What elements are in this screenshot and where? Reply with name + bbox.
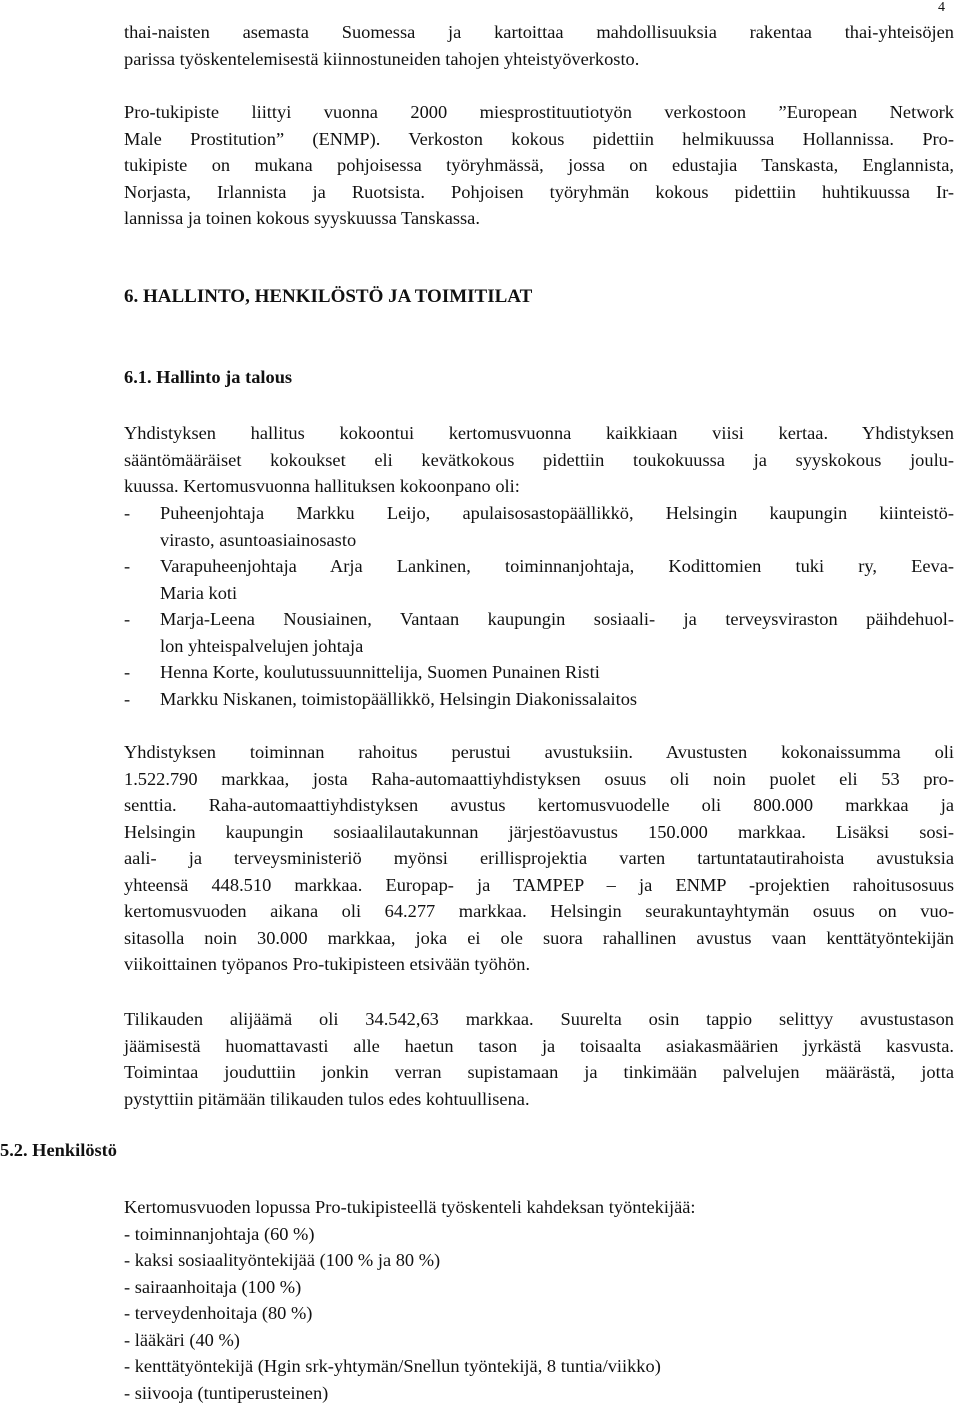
board-member-list [124,500,954,712]
text-line: yhteensä 448.510 markkaa. Europap- ja TAMPEP – ja ENMP -projektien rahoitusosuus [124,872,954,899]
text-line: pystyttiin pitämään tilikauden tulos edes kohtuullisena. [124,1086,954,1113]
text-line: Varapuheenjohtaja Arja Lankinen, toiminnanjohtaja, Kodittomien tuki ry, Eeva- [160,553,954,580]
text-line: Pro-tukipiste liittyi vuonna 2000 miesprostituutiotyön verkostoon ”European Network [124,99,954,126]
text-line: Puheenjohtaja Markku Leijo, apulaisosastopäällikkö, Helsingin kaupungin kiinteistö- [160,500,954,527]
text-line: aali- ja terveysministeriö myönsi erillisprojektia varten tartuntatautirahoista avustuksia [124,845,954,872]
list-dash: - [124,553,130,580]
text-line: kuussa. Kertomusvuonna hallituksen kokoonpano oli: [124,473,954,500]
text-line: viikoittainen työpanos Pro-tukipisteen etsivään työhön. [124,951,954,978]
staff-item: - kaksi sosiaalityöntekijää (100 % ja 80 %) [124,1247,954,1274]
list-dash: - [124,686,130,713]
text-line: sitasolla noin 30.000 markkaa, joka ei ole suora rahallinen avustus vaan kenttätyöntekijän [124,925,954,952]
list-item [124,553,954,606]
text-line: thai-naisten asemasta Suomessa ja kartoittaa mahdollisuuksia rakentaa thai-yhteisöjen [124,19,954,46]
list-dash: - [124,500,130,527]
text-line: lannissa ja toinen kokous syyskuussa Tanskassa. [124,205,954,232]
text-line: Tilikauden alijäämä oli 34.542,63 markkaa. Suurelta osin tappio selittyy avustustason [124,1006,954,1033]
staff-item: - lääkäri (40 %) [124,1327,954,1354]
text-line: Norjasta, Irlannista ja Ruotsista. Pohjoisen työryhmän kokous pidettiin huhtikuussa Ir- [124,179,954,206]
board-paragraph [124,420,954,500]
text-line: sääntömääräiset kokoukset eli kevätkokous pidettiin toukokuussa ja syyskokous joulu- [124,447,954,474]
staff-item: - kenttätyöntekijä (Hgin srk-yhtymän/Snellun työntekijä, 8 tuntia/viikko) [124,1353,954,1380]
section-heading-5-2: 5.2. Henkilöstö [0,1140,117,1161]
intro-paragraph [124,19,954,72]
text-line: Yhdistyksen toiminnan rahoitus perustui avustuksiin. Avustusten kokonaissumma oli [124,739,954,766]
list-item [124,686,954,713]
staff-item: - toiminnanjohtaja (60 %) [124,1221,954,1248]
enmp-paragraph [124,99,954,232]
text-line: Male Prostitution” (ENMP). Verkoston kokous pidettiin helmikuussa Hollannissa. Pro- [124,126,954,153]
list-dash: - [124,659,130,686]
text-line: parissa työskentelemisestä kiinnostuneiden tahojen yhteistyöverkosto. [124,46,954,73]
text-line: 1.522.790 markkaa, josta Raha-automaattiyhdistyksen osuus oli noin puolet eli 53 pro- [124,766,954,793]
funding-paragraph [124,739,954,978]
text-line: virasto, asuntoasiainosasto [160,527,954,554]
text-line: Toimintaa jouduttiin jonkin verran supistamaan ja tinkimään palvelujen määrästä, jotta [124,1059,954,1086]
text-line: jäämisestä huomattavasti alle haetun tason ja toisaalta asiakasmäärien jyrkästä kasvusta. [124,1033,954,1060]
staff-list [124,1194,954,1406]
list-dash: - [124,606,130,633]
text-line: tukipiste on mukana pohjoisessa työryhmässä, jossa on edustajia Tanskasta, Englannista, [124,152,954,179]
staff-item: - terveydenhoitaja (80 %) [124,1300,954,1327]
deficit-paragraph [124,1006,954,1112]
staff-item: - sairaanhoitaja (100 %) [124,1274,954,1301]
text-line: Maria koti [160,580,954,607]
text-line: lon yhteispalvelujen johtaja [160,633,954,660]
text-line: Henna Korte, koulutussuunnittelija, Suomen Punainen Risti [160,659,954,686]
text-line: Marja-Leena Nousiainen, Vantaan kaupungin sosiaali- ja terveysviraston päihdehuol- [160,606,954,633]
text-line: Yhdistyksen hallitus kokoontui kertomusvuonna kaikkiaan viisi kertaa. Yhdistyksen [124,420,954,447]
list-item [124,500,954,553]
text-line: senttia. Raha-automaattiyhdistyksen avustus kertomusvuodelle oli 800.000 markkaa ja [124,792,954,819]
staff-intro: Kertomusvuoden lopussa Pro-tukipisteellä työskenteli kahdeksan työntekijää: [124,1194,954,1221]
staff-item: - siivooja (tuntiperusteinen) [124,1380,954,1406]
text-line: Helsingin kaupungin sosiaalilautakunnan järjestöavustus 150.000 markkaa. Lisäksi sosi- [124,819,954,846]
list-item [124,606,954,659]
list-item [124,659,954,686]
section-heading-6-1: 6.1. Hallinto ja talous [124,367,292,388]
text-line: Markku Niskanen, toimistopäällikkö, Helsingin Diakonissalaitos [160,686,954,713]
text-line: kertomusvuoden aikana oli 64.277 markkaa. Helsingin seurakuntayhtymän osuus on vuo- [124,898,954,925]
section-heading-6: 6. HALLINTO, HENKILÖSTÖ JA TOIMITILAT [124,286,532,308]
page-number: 4 [938,0,945,16]
